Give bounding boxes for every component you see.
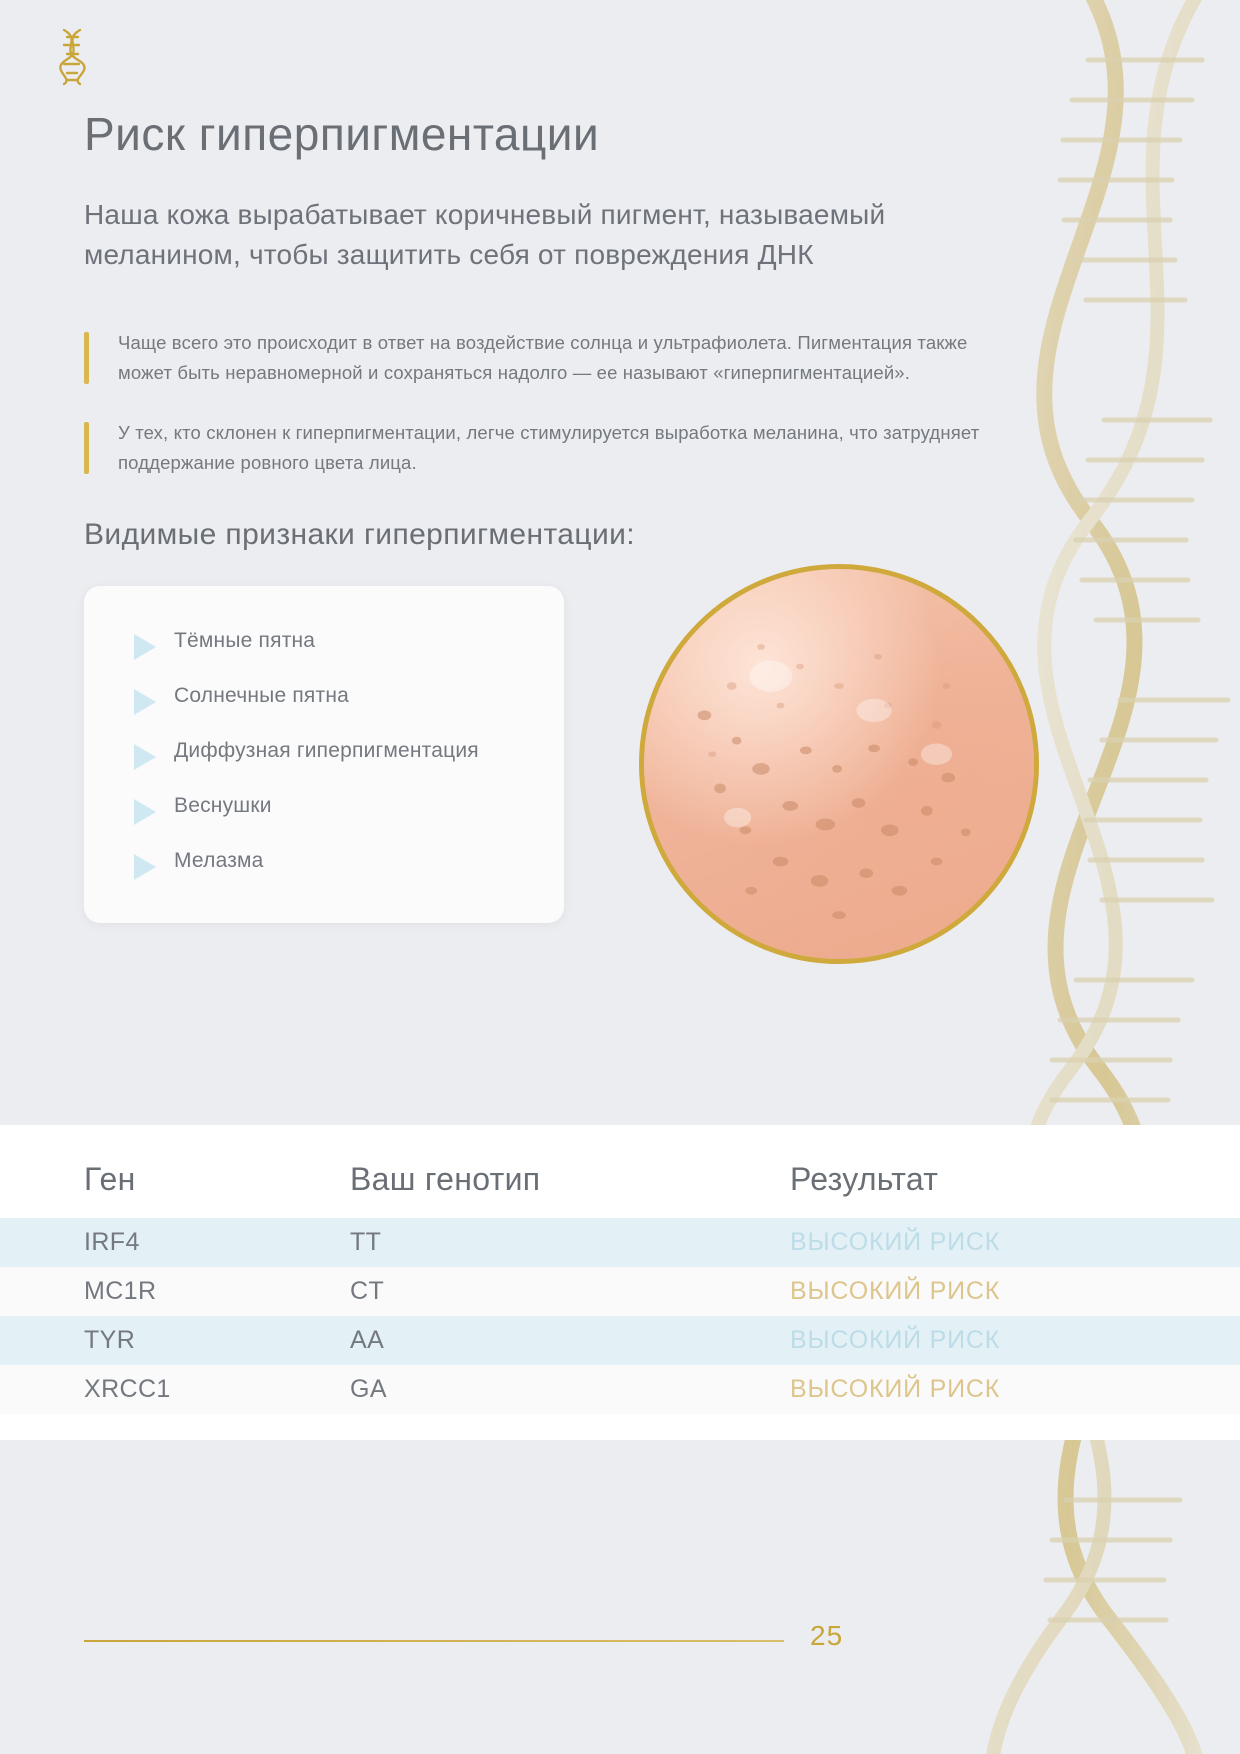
table-row (0, 1316, 1240, 1365)
status-badge: ВЫСОКИЙ РИСК (790, 1375, 1001, 1403)
note-text-2: У тех, кто склонен к гиперпигментации, легче стимулируется выработка меланина, что затрудняет поддержание ровного цвета лица. (118, 422, 980, 473)
genotype-table-wrapper (0, 1125, 1240, 1440)
list-item (118, 616, 530, 671)
page-number: 25 (810, 1620, 844, 1651)
sign-label: Диффузная гиперпигментация (174, 738, 479, 762)
column-header-result: Результат (790, 1161, 939, 1197)
note-block-1 (84, 328, 994, 388)
footer-divider (84, 1640, 784, 1642)
sign-label: Мелазма (174, 848, 264, 872)
signs-card (84, 586, 564, 923)
note-text-1: Чаще всего это происходит в ответ на воздействие солнца и ультрафиолета. Пигментация также может быть неравномерной и сохраняться надолго — ее называют «гиперпигментацией». (118, 332, 968, 384)
triangle-bullet-icon (134, 799, 156, 825)
triangle-bullet-icon (134, 854, 156, 880)
list-item (118, 726, 530, 781)
status-badge: ВЫСОКИЙ РИСК (790, 1277, 1001, 1305)
sign-label: Веснушки (174, 793, 272, 817)
cell-gene: XRCC1 (84, 1375, 171, 1403)
status-badge: ВЫСОКИЙ РИСК (790, 1326, 1001, 1354)
table-row (0, 1365, 1240, 1414)
cell-genotype: CT (350, 1277, 385, 1305)
cell-gene: TYR (84, 1326, 136, 1354)
triangle-bullet-icon (134, 634, 156, 660)
cell-gene: IRF4 (84, 1228, 140, 1256)
triangle-bullet-icon (134, 689, 156, 715)
table-header-row (0, 1143, 1240, 1218)
main-content (84, 108, 1144, 1006)
list-item (118, 781, 530, 836)
list-item (118, 836, 530, 891)
dna-logo-icon (48, 26, 94, 88)
cell-gene: MC1R (84, 1277, 157, 1305)
genotype-table (0, 1143, 1240, 1414)
list-item (118, 671, 530, 726)
page-title: Риск гиперпигментации (84, 108, 600, 160)
cell-genotype: GA (350, 1375, 387, 1403)
column-header-genotype: Ваш генотип (350, 1161, 541, 1197)
signs-row (84, 586, 1144, 1006)
sign-label: Тёмные пятна (174, 628, 316, 652)
page-footer (0, 1610, 1240, 1670)
signs-heading: Видимые признаки гиперпигментации: (84, 517, 636, 551)
note-block-2 (84, 418, 994, 478)
sign-label: Солнечные пятна (174, 683, 349, 707)
cell-genotype: AA (350, 1326, 385, 1354)
skin-photo (639, 564, 1039, 964)
cell-genotype: TT (350, 1228, 382, 1256)
triangle-bullet-icon (134, 744, 156, 770)
status-badge: ВЫСОКИЙ РИСК (790, 1228, 1001, 1256)
lead-paragraph: Наша кожа вырабатывает коричневый пигмент, называемый меланином, чтобы защитить себя от повреждения ДНК (84, 198, 886, 271)
column-header-gene: Ген (84, 1161, 136, 1197)
table-row (0, 1267, 1240, 1316)
table-row (0, 1218, 1240, 1267)
